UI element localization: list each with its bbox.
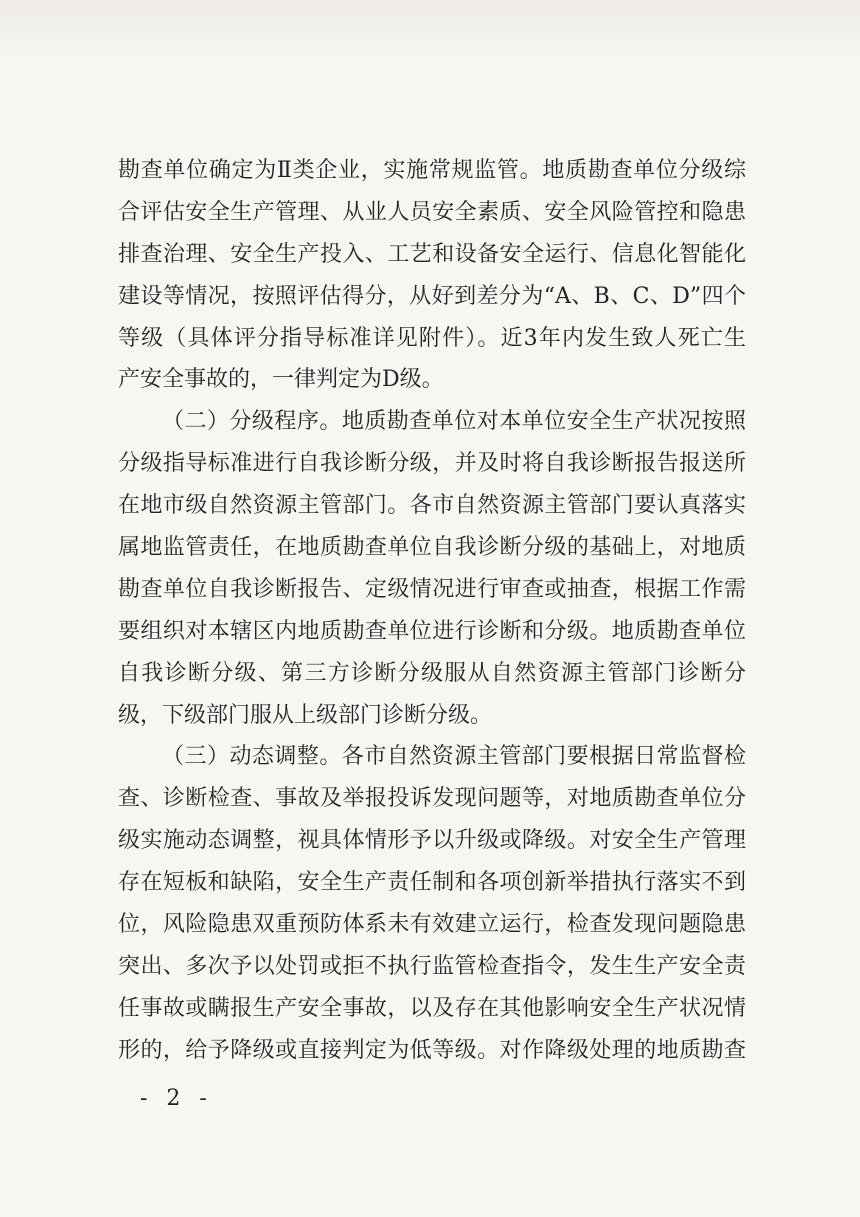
text-line: 形的，给予降级或直接判定为低等级。对作降级处理的地质勘查 [118, 1037, 746, 1063]
text-line: 产安全事故的，一律判定为D级。 [118, 367, 444, 393]
text-line: 属地监管责任，在地质勘查单位自我诊断分级的基础上，对地质 [118, 535, 746, 561]
text-line: 级，下级部门服从上级部门诊断分级。 [118, 702, 493, 728]
text-line: 等级（具体评分指导标准详见附件）。近3年内发生致人死亡生 [118, 325, 746, 351]
text-line: 突出、多次予以处罚或拒不执行监管检查指令，发生生产安全责 [118, 953, 746, 979]
text-line: 勘查单位确定为Ⅱ类企业，实施常规监管。地质勘查单位分级综 [118, 158, 746, 183]
page-number: - 2 - [140, 1086, 213, 1111]
text-line: 要组织对本辖区内地质勘查单位进行诊断和分级。地质勘查单位 [118, 618, 746, 644]
text-line: 合评估安全生产管理、从业人员安全素质、安全风险管控和隐患 [118, 199, 746, 225]
text-line: 自我诊断分级、第三方诊断分级服从自然资源主管部门诊断分 [118, 660, 746, 686]
document-body [118, 156, 746, 1078]
text-line: 分级指导标准进行自我诊断分级，并及时将自我诊断报告报送所 [118, 451, 746, 477]
text-line: 勘查单位自我诊断报告、定级情况进行审查或抽查，根据工作需 [118, 576, 746, 602]
text-line: 位，风险隐患双重预防体系未有效建立运行，检查发现问题隐患 [118, 912, 746, 938]
text-line: 排查治理、安全生产投入、工艺和设备安全运行、信息化智能化 [118, 241, 746, 267]
section-heading-line: （二）分级程序。地质勘查单位对本单位安全生产状况按照 [162, 409, 746, 435]
text-line: 任事故或瞒报生产安全事故，以及存在其他影响安全生产状况情 [118, 995, 746, 1021]
text-line: 级实施动态调整，视具体情形予以升级或降级。对安全生产管理 [118, 828, 746, 854]
text-line: 建设等情况，按照评估得分，从好到差分为“A、B、C、D”四个 [118, 283, 746, 309]
text-line: 存在短板和缺陷，安全生产责任制和各项创新举措执行落实不到 [118, 870, 746, 896]
scan-shadow [0, 0, 860, 60]
text-line: 查、诊断检查、事故及举报投诉发现问题等，对地质勘查单位分 [118, 786, 746, 812]
section-heading-line: （三）动态调整。各市自然资源主管部门要根据日常监督检 [162, 744, 746, 770]
text-line: 在地市级自然资源主管部门。各市自然资源主管部门要认真落实 [118, 493, 746, 519]
